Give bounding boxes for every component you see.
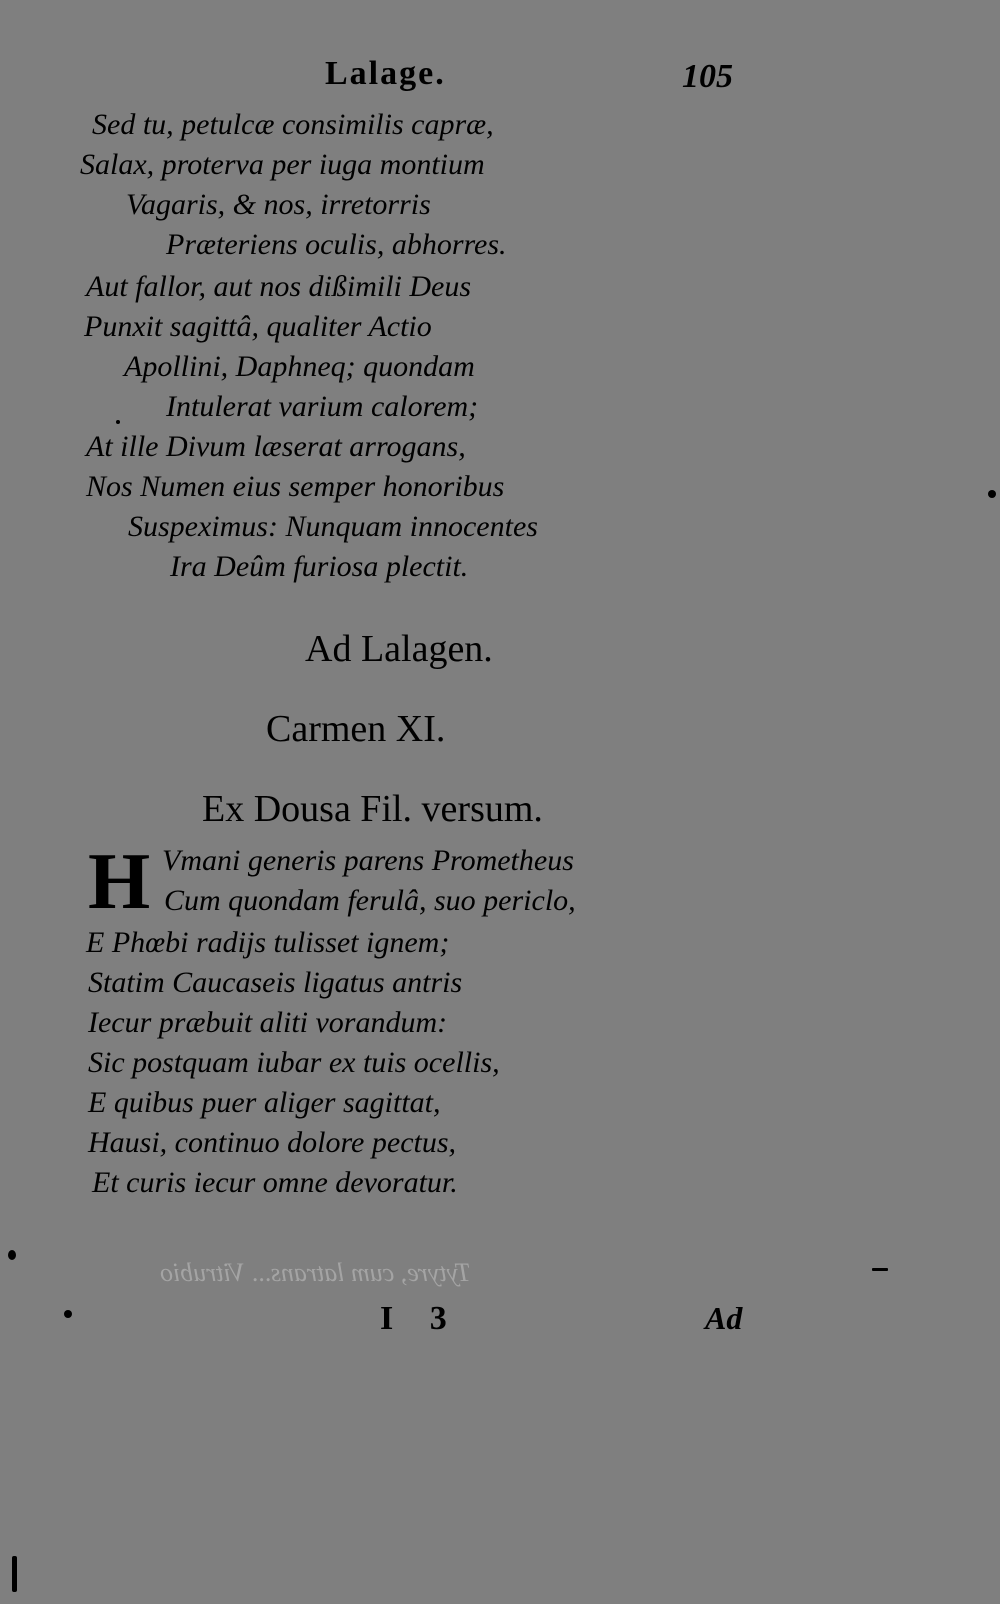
verse-line: Ira Deûm furiosa plectit. [170,550,469,583]
ink-speck [988,490,996,498]
verse-line: Intulerat varium calorem; [166,390,479,423]
ink-speck [116,420,120,424]
verse-line: Sed tu, petulcæ consimilis capræ, [92,108,494,141]
ink-speck [12,1556,17,1592]
catchword: Ad [705,1300,743,1336]
verse-line: Salax, proterva per iuga montium [80,148,485,181]
running-head: Lalage. [325,55,446,92]
verse-line: Suspeximus: Nunquam innocentes [128,510,538,543]
verse-line: E quibus puer aliger sagittat, [88,1086,441,1119]
verse-line: Apollini, Daphneq; quondam [124,350,475,383]
ink-speck [8,1250,16,1260]
drop-cap: H [88,838,151,926]
verse-line: At ille Divum læserat arrogans, [86,430,466,463]
verse-line: Punxit sagittâ, qualiter Actio [84,310,432,343]
verse-line: Et curis iecur omne devoratur. [92,1166,458,1199]
poem-dedication: Ad Lalagen. [305,628,493,670]
ink-speck [872,1268,888,1271]
verse-line: Statim Caucaseis ligatus antris [88,966,463,999]
signature-mark: I 3 [380,1300,461,1337]
poem-number: Carmen XI. [266,708,446,750]
bleed-through-text: Tytyre, cum latrans... Vitrubio [160,1258,471,1287]
verse-line: E Phœbi radijs tulisset ignem; [86,926,450,959]
verse-line: Nos Numen eius semper honoribus [86,470,505,503]
ink-speck [64,1310,72,1318]
verse-line: Præteriens oculis, abhorres. [166,228,507,261]
poem-source: Ex Dousa Fil. versum. [202,788,543,830]
verse-line: Iecur præbuit aliti vorandum: [88,1006,448,1039]
verse-line: Cum quondam ferulâ, suo periclo, [164,884,576,917]
page-number: 105 [682,58,733,95]
verse-line: Vagaris, & nos, irretorris [126,188,431,221]
verse-line: Vmani generis parens Prometheus [162,844,574,877]
verse-line: Hausi, continuo dolore pectus, [88,1126,457,1159]
verse-line: Sic postquam iubar ex tuis ocellis, [88,1046,500,1079]
verse-line: Aut fallor, aut nos dißimili Deus [86,270,472,303]
